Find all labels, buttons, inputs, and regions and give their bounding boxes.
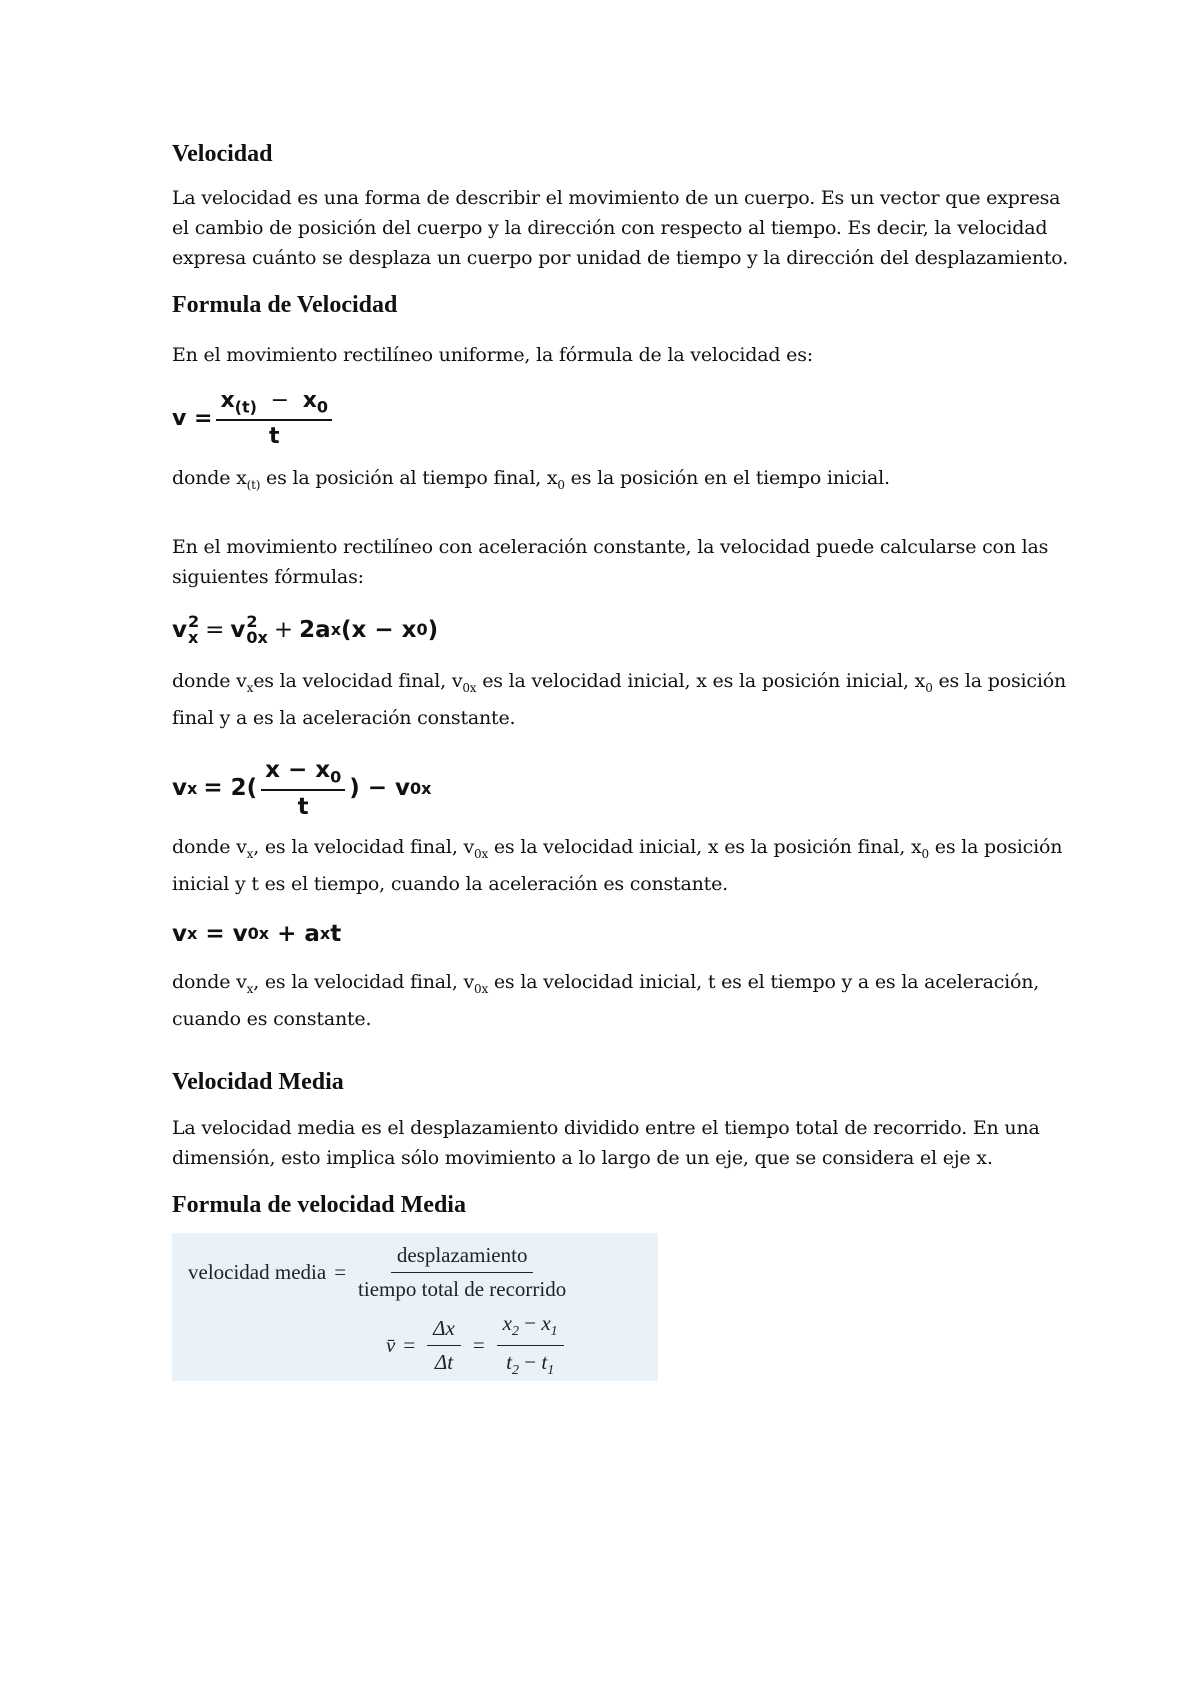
fraction [427, 1316, 461, 1375]
fraction-denominator: t [268, 423, 280, 449]
paragraph-formula3-explanation: donde $v_x$, es la velocidad final, $v_{0x}$ es la velocidad inicial, x es la posición final, $x_0$ es la posición inicial y t es el tiempo, cuando la aceleración es constante. [172, 836, 1063, 895]
heading-formula-velocidad: Formula de Velocidad [172, 291, 398, 318]
fraction-numerator: $x_{(t)} - x_0$ [216, 388, 332, 421]
heading-velocidad: Velocidad [172, 141, 273, 167]
paragraph-accel-intro: En el movimiento rectilíneo con aceleración constante, la velocidad puede calcularse con las siguientes fórmulas: [172, 535, 1049, 588]
fraction [216, 388, 332, 449]
fraction-numerator: Δx [427, 1316, 461, 1346]
fraction-numerator: desplazamiento [391, 1243, 534, 1273]
paragraph-formula2-explanation: donde $v_xes$ la velocidad final, $v_{0x}$ es la velocidad inicial, x es la posición inicial, $x_0$ es la posición final y a es la aceleración constante. [172, 669, 1066, 729]
document-content [172, 140, 1072, 1381]
formula-velocity-mru [172, 388, 1072, 449]
fraction-denominator: t [297, 794, 309, 821]
formula-velocity-average-accel: v x = 2( $\frac{x - x_0}{t}$ ) − v 0x [172, 756, 432, 821]
formula-velocity-linear: v x = v 0x + a x t [172, 920, 342, 947]
formula-row-symbols: v̄ = $\frac{\Delta x}{\Delta t}$ = $\frac{x_2 - x_1}{t_2 - t_1}$ [386, 1311, 568, 1378]
formula-lhs: v = [172, 405, 213, 431]
fraction-denominator: Δt [434, 1349, 454, 1374]
formula-box-average-velocity [172, 1233, 658, 1381]
fraction [358, 1243, 566, 1302]
paragraph-formula4-explanation: donde $v_x$, es la velocidad final, $v_{0x}$ es la velocidad inicial, t es el tiempo y a es la aceleración, cuando es constante. [172, 970, 1040, 1030]
fraction [497, 1311, 564, 1378]
paragraph-mru-intro: En el movimiento rectilíneo uniforme, la fórmula de la velocidad es: [172, 343, 813, 366]
paragraph-velocidad-definition: La velocidad es una forma de describir el movimiento de un cuerpo. Es un vector que expresa el cambio de posición del cuerpo y la dirección con respecto al tiempo. Es decir, la velocidad expresa cuánto se desplaza un cuerpo por unidad de tiempo y la dirección del desplazamiento. [172, 186, 1069, 269]
fraction-denominator: tiempo total de recorrido [358, 1277, 567, 1302]
fraction-numerator: $x - x_0$ [261, 757, 345, 792]
fraction-denominator: $t_2 - t_1$ [506, 1349, 555, 1378]
paragraph-formula1-explanation: donde $x_{(t)}$ es la posición al tiempo final, $x_0$ es la posición en el tiempo inicial. [172, 466, 890, 492]
heading-formula-velocidad-media: Formula de velocidad Media [172, 1191, 466, 1218]
fraction-numerator: $x_2 - x_1$ [497, 1311, 564, 1345]
formula-row-words: velocidad media = $\frac{\text{desplazamiento}}{\text{tiempo total de recorrido}}$ [188, 1243, 567, 1302]
heading-velocidad-media: Velocidad Media [172, 1068, 344, 1095]
paragraph-velocidad-media-definition: La velocidad media es el desplazamiento dividido entre el tiempo total de recorrido. En una dimensión, esto implica sólo movimiento a lo largo de un eje, que se considera el eje x. [172, 1116, 1040, 1169]
fraction [261, 757, 345, 821]
formula-velocity-squared: v 2 x = v 2 0x + 2a x (x − x 0 ) [172, 611, 439, 647]
